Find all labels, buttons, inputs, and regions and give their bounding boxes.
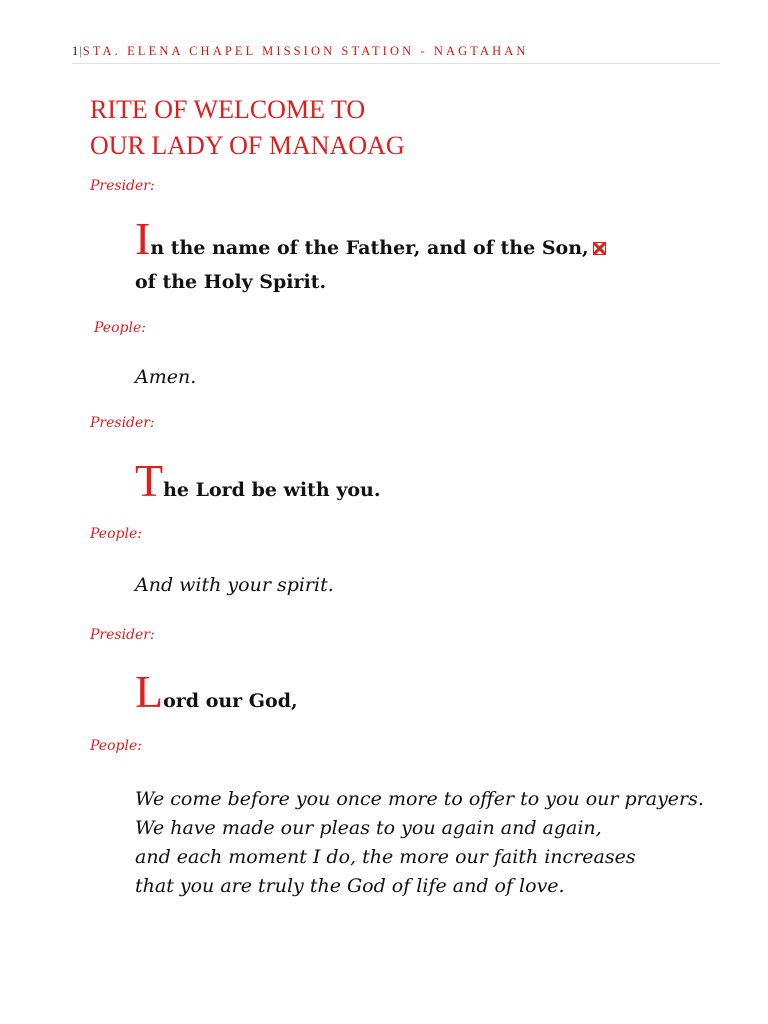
page-number: 1 (72, 44, 79, 58)
invocation-line-2: of the Holy Spirit. (135, 271, 327, 293)
title-line-2: OUR LADY OF MANAOAG (90, 131, 405, 160)
prayer-line: that you are truly the God of life and of love. (135, 875, 565, 897)
role-label-presider: Presider: (90, 178, 155, 194)
maltese-cross-icon (593, 242, 606, 255)
presider-prayer-opening (135, 666, 298, 718)
people-response-amen: Amen. (135, 366, 197, 388)
role-label-people: People: (90, 738, 142, 754)
presider-greeting (135, 455, 381, 507)
running-header (72, 44, 529, 59)
people-prayer (135, 785, 704, 901)
rite-title (90, 92, 405, 164)
prayer-line: We have made our pleas to you again and again, (135, 817, 602, 839)
drop-cap-initial: I (135, 213, 151, 264)
prayer-line: We come before you once more to offer to you our prayers. (135, 788, 704, 810)
header-text: STA. ELENA CHAPEL MISSION STATION - NAGTAHAN (82, 44, 529, 58)
drop-cap-initial: T (135, 455, 164, 506)
title-line-1: RITE OF WELCOME TO (90, 95, 366, 124)
invocation-line-1-text: n the name of the Father, and of the Son, (150, 237, 589, 259)
drop-cap-initial: L (135, 666, 164, 717)
prayer-line: and each moment I do, the more our faith increases (135, 846, 636, 868)
role-label-presider: Presider: (90, 627, 155, 643)
role-label-people: People: (94, 320, 146, 336)
presider-invocation (135, 213, 606, 299)
role-label-people: People: (90, 526, 142, 542)
people-response-spirit: And with your spirit. (135, 574, 334, 596)
greeting-text: he Lord be with you. (163, 479, 381, 501)
role-label-presider: Presider: (90, 415, 155, 431)
invocation-line-1 (135, 213, 606, 265)
header-rule (72, 63, 720, 64)
prayer-opening-text: ord our God, (163, 690, 298, 712)
header-separator: | (79, 44, 82, 58)
